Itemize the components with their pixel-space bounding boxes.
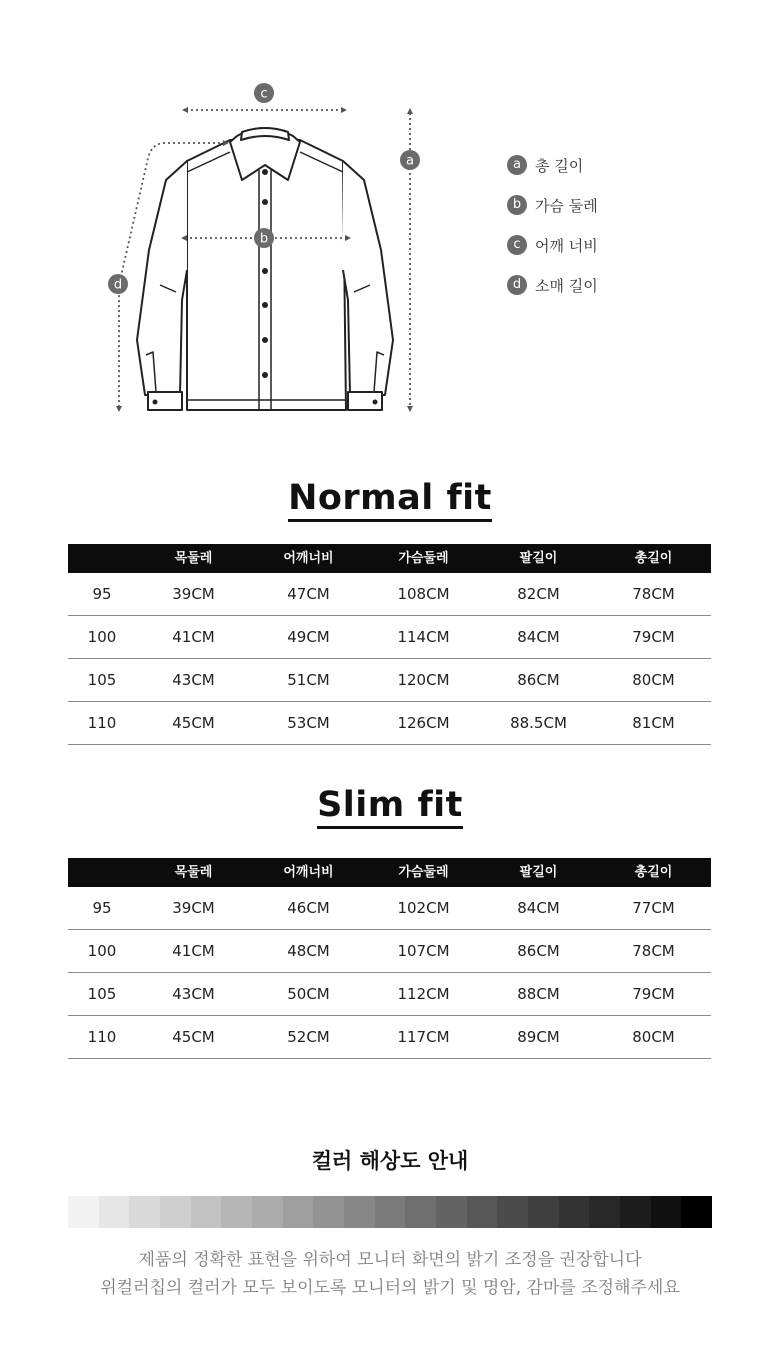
size-cell: 105	[87, 671, 117, 689]
header-cell: 가슴둘레	[398, 551, 449, 566]
table-cell: 112CM	[397, 985, 450, 1003]
marker-c	[254, 83, 274, 103]
color-swatch	[129, 1196, 160, 1228]
table-cell: 89CM	[517, 1028, 560, 1046]
table-cell: 79CM	[632, 628, 675, 646]
header-cell: 총길이	[634, 865, 673, 880]
table-cell: 39CM	[172, 585, 215, 603]
table-cell: 78CM	[632, 585, 675, 603]
table-cell: 41CM	[172, 942, 215, 960]
table-cell: 77CM	[632, 899, 675, 917]
measurement-legend	[507, 155, 598, 315]
table-cell: 46CM	[287, 899, 330, 917]
shirt-measurement-diagram	[100, 70, 430, 430]
table-header	[68, 858, 711, 887]
table-cell: 120CM	[397, 671, 450, 689]
color-swatch	[589, 1196, 620, 1228]
table-row	[68, 616, 711, 659]
marker-b	[254, 228, 274, 248]
header-cell: 가슴둘레	[398, 865, 449, 880]
table-row	[68, 1016, 711, 1059]
header-cell	[68, 858, 136, 887]
table-cell: 81CM	[632, 714, 675, 732]
table-cell: 52CM	[287, 1028, 330, 1046]
table-cell: 88CM	[517, 985, 560, 1003]
legend-item-a	[507, 155, 598, 175]
legend-item-b	[507, 195, 598, 215]
table-cell: 117CM	[397, 1028, 450, 1046]
table-cell: 80CM	[632, 671, 675, 689]
size-cell: 105	[87, 985, 117, 1003]
notice-line-2: 위컬러칩의 컬러가 모두 보이도록 모니터의 밝기 및 명암, 감마를 조정해주세요	[100, 1278, 680, 1298]
normal-fit-title	[0, 478, 780, 518]
legend-item-d	[507, 275, 598, 295]
header-cell: 총길이	[634, 551, 673, 566]
size-cell: 95	[92, 585, 112, 603]
table-cell: 108CM	[397, 585, 450, 603]
color-swatch	[375, 1196, 406, 1228]
legend-label: 총 길이	[535, 156, 584, 175]
table-cell: 43CM	[172, 985, 215, 1003]
color-swatch	[252, 1196, 283, 1228]
slim-fit-title	[0, 785, 780, 825]
table-cell: 41CM	[172, 628, 215, 646]
color-swatch	[681, 1196, 712, 1228]
table-row	[68, 573, 711, 616]
legend-badge: a	[507, 155, 527, 175]
table-cell: 84CM	[517, 628, 560, 646]
color-swatch	[559, 1196, 590, 1228]
color-swatch	[651, 1196, 682, 1228]
size-cell: 100	[87, 942, 117, 960]
table-row	[68, 659, 711, 702]
header-cell: 어깨너비	[283, 865, 334, 880]
color-guide-title: 컬러 해상도 안내	[311, 1149, 469, 1173]
marker-c-label: c	[260, 86, 268, 102]
table-cell: 47CM	[287, 585, 330, 603]
color-swatch	[497, 1196, 528, 1228]
marker-d	[108, 274, 128, 294]
legend-badge: b	[507, 195, 527, 215]
slim-fit-title-text: Slim fit	[317, 785, 463, 829]
slim-fit-table	[68, 858, 711, 1059]
table-cell: 48CM	[287, 942, 330, 960]
table-cell: 79CM	[632, 985, 675, 1003]
table-cell: 86CM	[517, 942, 560, 960]
size-cell: 95	[92, 899, 112, 917]
normal-fit-table	[68, 544, 711, 745]
marker-d-label: d	[113, 277, 123, 293]
header-cell: 팔길이	[519, 865, 558, 880]
color-swatch	[99, 1196, 130, 1228]
header-cell: 목둘레	[174, 551, 213, 566]
color-swatch	[436, 1196, 467, 1228]
table-cell: 45CM	[172, 714, 215, 732]
color-swatch	[467, 1196, 498, 1228]
marker-a	[400, 150, 420, 170]
table-row	[68, 887, 711, 930]
legend-label: 어깨 너비	[535, 236, 598, 255]
table-cell: 49CM	[287, 628, 330, 646]
legend-label: 가슴 둘레	[535, 196, 598, 215]
size-cell: 100	[87, 628, 117, 646]
color-swatch	[191, 1196, 222, 1228]
color-swatch	[344, 1196, 375, 1228]
size-cell: 110	[87, 714, 117, 732]
notice-line-1: 제품의 정확한 표현을 위하여 모니터 화면의 밝기 조정을 권장합니다	[138, 1250, 642, 1270]
table-cell: 45CM	[172, 1028, 215, 1046]
table-header	[68, 544, 711, 573]
table-cell: 39CM	[172, 899, 215, 917]
header-cell: 목둘레	[174, 865, 213, 880]
color-swatch	[528, 1196, 559, 1228]
header-cell	[68, 544, 136, 573]
marker-b-label: b	[259, 231, 269, 247]
legend-label: 소매 길이	[535, 276, 598, 295]
table-cell: 82CM	[517, 585, 560, 603]
table-cell: 53CM	[287, 714, 330, 732]
table-cell: 84CM	[517, 899, 560, 917]
table-cell: 50CM	[287, 985, 330, 1003]
table-cell: 80CM	[632, 1028, 675, 1046]
table-row	[68, 702, 711, 745]
table-cell: 43CM	[172, 671, 215, 689]
table-cell: 126CM	[397, 714, 450, 732]
size-cell: 110	[87, 1028, 117, 1046]
table-row	[68, 973, 711, 1016]
table-cell: 107CM	[397, 942, 450, 960]
table-cell: 51CM	[287, 671, 330, 689]
color-swatch	[405, 1196, 436, 1228]
table-cell: 88.5CM	[510, 714, 567, 732]
table-row	[68, 930, 711, 973]
table-cell: 102CM	[397, 899, 450, 917]
header-cell: 팔길이	[519, 551, 558, 566]
color-swatch	[283, 1196, 314, 1228]
header-cell: 어깨너비	[283, 551, 334, 566]
normal-fit-title-text: Normal fit	[288, 478, 492, 522]
legend-badge: d	[507, 275, 527, 295]
color-swatch	[620, 1196, 651, 1228]
table-cell: 86CM	[517, 671, 560, 689]
marker-a-label: a	[406, 153, 414, 169]
legend-badge: c	[507, 235, 527, 255]
color-swatch	[68, 1196, 99, 1228]
color-swatch	[160, 1196, 191, 1228]
grayscale-color-chip	[68, 1196, 712, 1228]
table-cell: 78CM	[632, 942, 675, 960]
color-swatch	[313, 1196, 344, 1228]
table-cell: 114CM	[397, 628, 450, 646]
legend-item-c	[507, 235, 598, 255]
color-swatch	[221, 1196, 252, 1228]
